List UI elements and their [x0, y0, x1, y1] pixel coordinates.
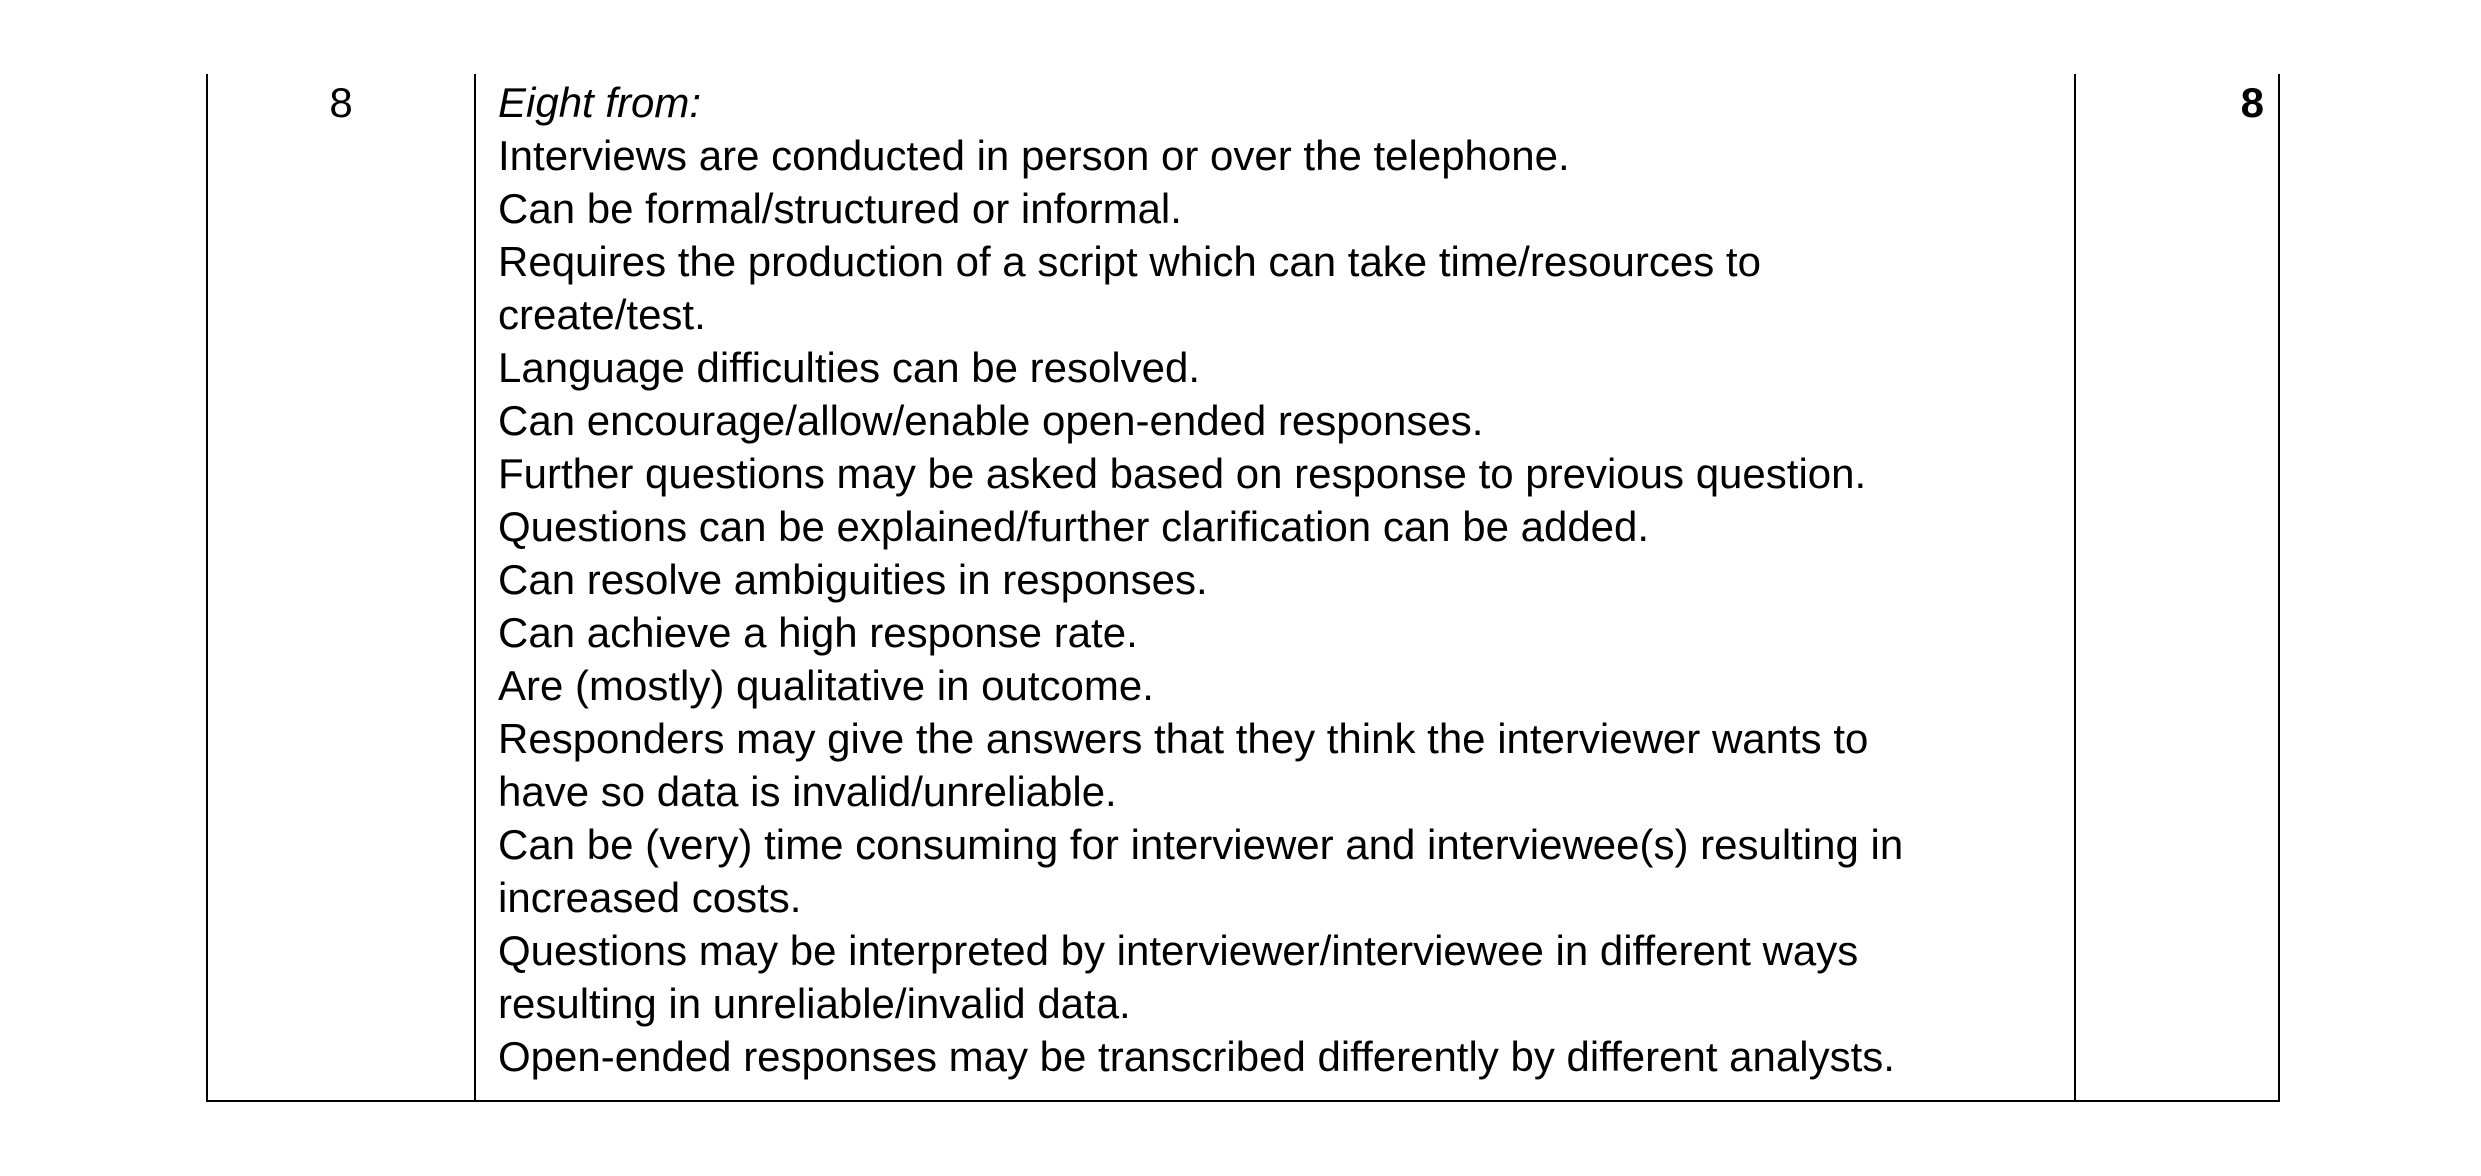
answer-line: Responders may give the answers that they think the interviewer wants to	[498, 715, 1869, 762]
answer-intro: Eight from:	[498, 79, 702, 126]
mark-scheme-table	[206, 74, 2280, 1102]
column-divider-marks	[2074, 74, 2076, 1100]
answer-cell	[498, 74, 2068, 1083]
answer-line: Can encourage/allow/enable open-ended responses.	[498, 397, 1484, 444]
marks-cell	[2076, 74, 2272, 129]
question-number-cell	[208, 74, 474, 129]
answer-line: Can resolve ambiguities in responses.	[498, 556, 1208, 603]
answer-line: Requires the production of a script which can take time/resources to	[498, 238, 1761, 285]
answer-line: Are (mostly) qualitative in outcome.	[498, 662, 1154, 709]
question-number: 8	[329, 79, 353, 126]
answer-line: Interviews are conducted in person or over the telephone.	[498, 132, 1570, 179]
answer-line: Can be formal/structured or informal.	[498, 185, 1182, 232]
answer-line: have so data is invalid/unreliable.	[498, 768, 1117, 815]
answer-line: Questions can be explained/further clarification can be added.	[498, 503, 1650, 550]
answer-line: Questions may be interpreted by interviewer/interviewee in different ways	[498, 927, 1859, 974]
answer-line: resulting in unreliable/invalid data.	[498, 980, 1131, 1027]
answer-line: Further questions may be asked based on response to previous question.	[498, 450, 1867, 497]
answer-line: Open-ended responses may be transcribed differently by different analysts.	[498, 1033, 1895, 1080]
marks-value: 8	[2240, 79, 2264, 126]
answer-line: increased costs.	[498, 874, 802, 921]
answer-line: create/test.	[498, 291, 706, 338]
answer-line: Language difficulties can be resolved.	[498, 344, 1201, 391]
answer-line: Can be (very) time consuming for interviewer and interviewee(s) resulting in	[498, 821, 1904, 868]
column-divider-question	[474, 74, 476, 1100]
answer-line: Can achieve a high response rate.	[498, 609, 1138, 656]
